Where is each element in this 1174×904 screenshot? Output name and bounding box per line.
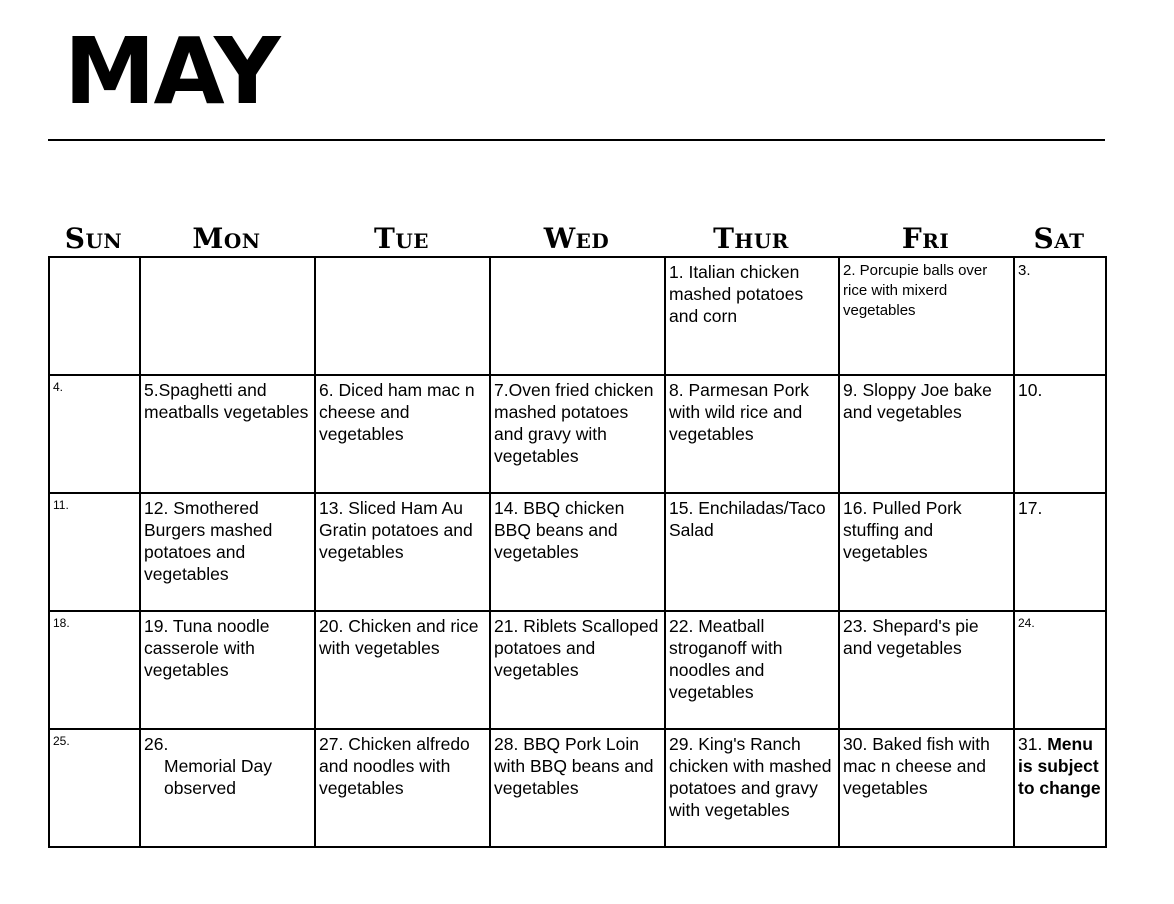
day-cell-29: 29. King's Ranch chicken with mashed potatoes and gravy with vegetables xyxy=(665,729,839,847)
week-row-4 xyxy=(49,611,1106,729)
day-cell-4: 4. xyxy=(49,375,140,493)
day-cell-25: 25. xyxy=(49,729,140,847)
day-cell-empty xyxy=(490,257,665,375)
day-cell-3: 3. xyxy=(1014,257,1106,375)
day-cell-8: 8. Parmesan Pork with wild rice and vegetables xyxy=(665,375,839,493)
day-cell-14: 14. BBQ chicken BBQ beans and vegetables xyxy=(490,493,665,611)
day-cell-13: 13. Sliced Ham Au Gratin potatoes and vegetables xyxy=(315,493,490,611)
day-number: 26. xyxy=(144,734,169,754)
day-cell-20: 20. Chicken and rice with vegetables xyxy=(315,611,490,729)
week-row-3 xyxy=(49,493,1106,611)
day-cell-6: 6. Diced ham mac n cheese and vegetables xyxy=(315,375,490,493)
day-cell-2: 2. Porcupie balls over rice with mixerd vegetables xyxy=(839,257,1014,375)
calendar-grid xyxy=(48,256,1107,848)
day-cell-30: 30. Baked fish with mac n cheese and vegetables xyxy=(839,729,1014,847)
day-header-thu: Thur xyxy=(713,222,789,255)
day-cell-23: 23. Shepard's pie and vegetables xyxy=(839,611,1014,729)
day-header-row xyxy=(48,222,1105,256)
day-cell-15: 15. Enchiladas/Taco Salad xyxy=(665,493,839,611)
day-cell-19: 19. Tuna noodle casserole with vegetables xyxy=(140,611,315,729)
day-header-sun: Sun xyxy=(64,222,123,255)
menu-change-note: Menu is subject to change xyxy=(1018,734,1101,798)
day-cell-empty xyxy=(315,257,490,375)
day-header-fri: Fri xyxy=(901,222,950,255)
day-cell-26 xyxy=(140,729,315,847)
day-cell-1: 1. Italian chicken mashed potatoes and corn xyxy=(665,257,839,375)
day-number: 31. xyxy=(1018,734,1043,754)
day-cell-16: 16. Pulled Pork stuffing and vegetables xyxy=(839,493,1014,611)
day-cell-7: 7.Oven fried chicken mashed potatoes and gravy with vegetables xyxy=(490,375,665,493)
day-header-mon: Mon xyxy=(192,222,261,255)
day-cell-5: 5.Spaghetti and meatballs vegetables xyxy=(140,375,315,493)
day-cell-21: 21. Riblets Scalloped potatoes and vegetables xyxy=(490,611,665,729)
day-cell-18: 18. xyxy=(49,611,140,729)
day-cell-empty xyxy=(140,257,315,375)
month-title: MAY xyxy=(64,18,279,125)
day-cell-31 xyxy=(1014,729,1106,847)
day-header-wed: Wed xyxy=(543,222,610,255)
week-row-1 xyxy=(49,257,1106,375)
day-cell-17: 17. xyxy=(1014,493,1106,611)
week-row-5 xyxy=(49,729,1106,847)
day-cell-10: 10. xyxy=(1014,375,1106,493)
day-cell-22: 22. Meatball stroganoff with noodles and vegetables xyxy=(665,611,839,729)
day-cell-12: 12. Smothered Burgers mashed potatoes and vegetables xyxy=(140,493,315,611)
day-cell-empty xyxy=(49,257,140,375)
title-divider xyxy=(48,139,1105,141)
day-header-sat: Sat xyxy=(1033,222,1085,255)
day-cell-24: 24. xyxy=(1014,611,1106,729)
day-cell-9: 9. Sloppy Joe bake and vegetables xyxy=(839,375,1014,493)
day-cell-11: 11. xyxy=(49,493,140,611)
day-cell-27: 27. Chicken alfredo and noodles with vegetables xyxy=(315,729,490,847)
holiday-note: Memorial Day observed xyxy=(164,756,272,798)
day-header-tue: Tue xyxy=(373,222,430,255)
day-cell-28: 28. BBQ Pork Loin with BBQ beans and vegetables xyxy=(490,729,665,847)
week-row-2 xyxy=(49,375,1106,493)
